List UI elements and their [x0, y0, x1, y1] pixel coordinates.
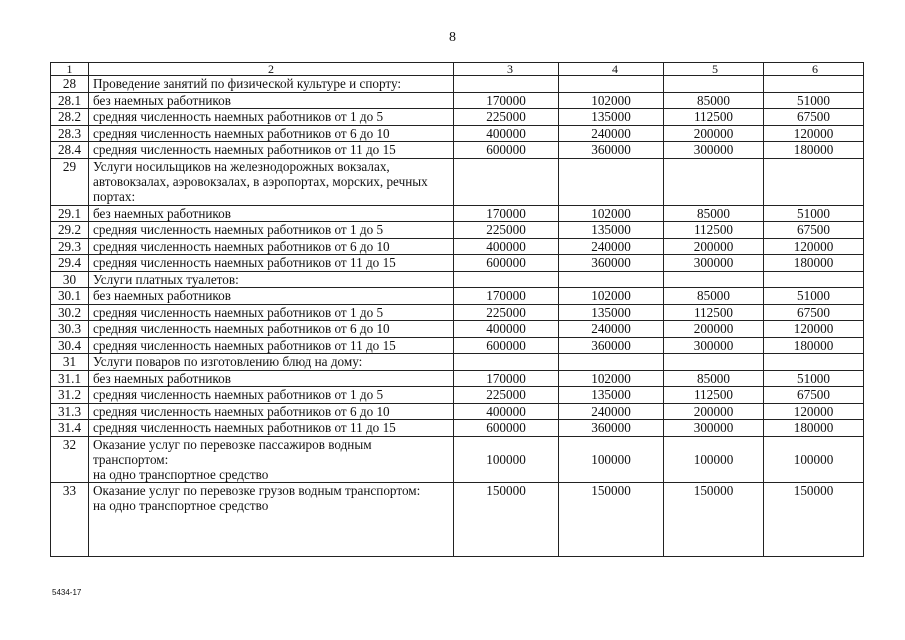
rate-cell-col3 — [454, 271, 559, 288]
rate-cell-col4: 360000 — [559, 337, 664, 354]
rate-cell-col5: 200000 — [664, 125, 764, 142]
row-description: Оказание услуг по перевозке пассажиров водным транспортом: на одно транспортное средство — [89, 436, 454, 482]
rate-cell-col3: 600000 — [454, 255, 559, 272]
table-row — [51, 205, 864, 222]
rate-cell-col5: 85000 — [664, 92, 764, 109]
rate-cell-col3: 600000 — [454, 142, 559, 159]
rate-cell-col6: 180000 — [764, 420, 864, 437]
row-description: Проведение занятий по физической культуре и спорту: — [89, 76, 454, 93]
rate-cell-col6: 67500 — [764, 387, 864, 404]
row-number: 30 — [51, 271, 89, 288]
rate-cell-col5: 112500 — [664, 387, 764, 404]
rate-cell-col3 — [454, 354, 559, 371]
rate-cell-col5 — [664, 76, 764, 93]
row-number: 29.4 — [51, 255, 89, 272]
rate-cell-col5: 300000 — [664, 337, 764, 354]
table-row — [51, 158, 864, 205]
rate-cell-col6: 180000 — [764, 142, 864, 159]
row-description: средняя численность наемных работников от 11 до 15 — [89, 337, 454, 354]
rate-cell-col6 — [764, 271, 864, 288]
rate-cell-col5: 112500 — [664, 222, 764, 239]
rate-cell-col5: 300000 — [664, 255, 764, 272]
row-description: без наемных работников — [89, 92, 454, 109]
row-number: 31.4 — [51, 420, 89, 437]
table-row — [51, 403, 864, 420]
row-description: средняя численность наемных работников от 6 до 10 — [89, 125, 454, 142]
row-number: 31 — [51, 354, 89, 371]
table-row — [51, 387, 864, 404]
rate-cell-col3: 225000 — [454, 109, 559, 126]
rate-cell-col5: 150000 — [664, 482, 764, 556]
rate-cell-col6: 51000 — [764, 288, 864, 305]
rate-cell-col6: 51000 — [764, 92, 864, 109]
rate-cell-col3: 170000 — [454, 205, 559, 222]
row-description: средняя численность наемных работников от 1 до 5 — [89, 387, 454, 404]
rate-cell-col6: 180000 — [764, 255, 864, 272]
rate-cell-col3: 400000 — [454, 125, 559, 142]
column-header-5: 5 — [664, 63, 764, 76]
rates-table — [50, 62, 864, 557]
row-description: без наемных работников — [89, 205, 454, 222]
rate-cell-col6: 120000 — [764, 125, 864, 142]
rate-cell-col6: 51000 — [764, 205, 864, 222]
rate-cell-col4: 360000 — [559, 420, 664, 437]
footer-code: 5434-17 — [52, 588, 82, 597]
rate-cell-col3: 150000 — [454, 482, 559, 556]
rate-cell-col6 — [764, 158, 864, 205]
rate-cell-col6: 120000 — [764, 321, 864, 338]
rate-cell-col3: 600000 — [454, 420, 559, 437]
row-number: 28 — [51, 76, 89, 93]
rate-cell-col4 — [559, 271, 664, 288]
rate-cell-col6: 120000 — [764, 238, 864, 255]
row-description: средняя численность наемных работников от 11 до 15 — [89, 255, 454, 272]
row-description: средняя численность наемных работников от 11 до 15 — [89, 142, 454, 159]
row-description: средняя численность наемных работников от 1 до 5 — [89, 109, 454, 126]
row-number: 30.4 — [51, 337, 89, 354]
row-number: 28.1 — [51, 92, 89, 109]
rate-cell-col5: 85000 — [664, 370, 764, 387]
table-header-row — [51, 63, 864, 76]
row-description: Оказание услуг по перевозке грузов водным транспортом: на одно транспортное средство — [89, 482, 454, 556]
row-number: 29 — [51, 158, 89, 205]
rate-cell-col5: 300000 — [664, 142, 764, 159]
row-number: 29.2 — [51, 222, 89, 239]
rate-cell-col4: 135000 — [559, 109, 664, 126]
rate-cell-col3: 225000 — [454, 304, 559, 321]
rate-cell-col6: 67500 — [764, 222, 864, 239]
table-row — [51, 370, 864, 387]
rate-cell-col5 — [664, 158, 764, 205]
rate-cell-col6: 51000 — [764, 370, 864, 387]
rate-cell-col3: 400000 — [454, 403, 559, 420]
rate-cell-col6: 150000 — [764, 482, 864, 556]
rate-cell-col5 — [664, 354, 764, 371]
table-row — [51, 92, 864, 109]
rate-cell-col4: 360000 — [559, 255, 664, 272]
rate-cell-col5: 85000 — [664, 205, 764, 222]
table-row — [51, 125, 864, 142]
rate-cell-col6 — [764, 354, 864, 371]
rate-cell-col4: 240000 — [559, 403, 664, 420]
rate-cell-col3: 600000 — [454, 337, 559, 354]
row-number: 28.2 — [51, 109, 89, 126]
row-description: Услуги носильщиков на железнодорожных вокзалах, автовокзалах, аэровокзалах, в аэропортах, морских, речных портах: — [89, 158, 454, 205]
rate-cell-col5: 100000 — [664, 436, 764, 482]
rate-cell-col6 — [764, 76, 864, 93]
page-number: 8 — [449, 30, 456, 45]
rate-cell-col3 — [454, 158, 559, 205]
row-description: средняя численность наемных работников от 11 до 15 — [89, 420, 454, 437]
rate-cell-col3: 400000 — [454, 238, 559, 255]
rate-cell-col4: 100000 — [559, 436, 664, 482]
column-header-2: 2 — [89, 63, 454, 76]
row-number: 28.3 — [51, 125, 89, 142]
rate-cell-col6: 67500 — [764, 109, 864, 126]
rate-cell-col4 — [559, 158, 664, 205]
rate-cell-col4 — [559, 76, 664, 93]
rate-cell-col3: 100000 — [454, 436, 559, 482]
row-number: 28.4 — [51, 142, 89, 159]
column-header-4: 4 — [559, 63, 664, 76]
rate-cell-col3 — [454, 76, 559, 93]
rate-cell-col4: 102000 — [559, 205, 664, 222]
table-row — [51, 222, 864, 239]
table-row — [51, 304, 864, 321]
rate-cell-col4: 150000 — [559, 482, 664, 556]
rate-cell-col3: 170000 — [454, 288, 559, 305]
row-number: 31.2 — [51, 387, 89, 404]
row-description: Услуги платных туалетов: — [89, 271, 454, 288]
row-description: без наемных работников — [89, 288, 454, 305]
rate-cell-col4: 360000 — [559, 142, 664, 159]
rate-cell-col5 — [664, 271, 764, 288]
row-number: 31.3 — [51, 403, 89, 420]
row-number: 30.1 — [51, 288, 89, 305]
rate-cell-col3: 225000 — [454, 222, 559, 239]
column-header-6: 6 — [764, 63, 864, 76]
rate-cell-col6: 100000 — [764, 436, 864, 482]
row-number: 31.1 — [51, 370, 89, 387]
rate-cell-col5: 300000 — [664, 420, 764, 437]
table-row — [51, 255, 864, 272]
rate-cell-col6: 120000 — [764, 403, 864, 420]
rate-cell-col4: 135000 — [559, 387, 664, 404]
rate-cell-col4: 240000 — [559, 321, 664, 338]
table-row — [51, 238, 864, 255]
rate-cell-col5: 200000 — [664, 403, 764, 420]
row-description: средняя численность наемных работников от 1 до 5 — [89, 304, 454, 321]
rate-cell-col5: 112500 — [664, 109, 764, 126]
row-description: средняя численность наемных работников от 1 до 5 — [89, 222, 454, 239]
rate-cell-col4: 135000 — [559, 222, 664, 239]
row-description: Услуги поваров по изготовлению блюд на дому: — [89, 354, 454, 371]
table-row — [51, 76, 864, 93]
row-description: средняя численность наемных работников от 6 до 10 — [89, 238, 454, 255]
table-row — [51, 288, 864, 305]
row-description: средняя численность наемных работников от 6 до 10 — [89, 403, 454, 420]
row-number: 30.3 — [51, 321, 89, 338]
rate-cell-col6: 67500 — [764, 304, 864, 321]
table-row — [51, 354, 864, 371]
rate-cell-col5: 200000 — [664, 321, 764, 338]
rate-cell-col5: 112500 — [664, 304, 764, 321]
row-number: 32 — [51, 436, 89, 482]
rate-cell-col4: 240000 — [559, 125, 664, 142]
rate-cell-col4: 102000 — [559, 370, 664, 387]
row-number: 29.3 — [51, 238, 89, 255]
table-row — [51, 271, 864, 288]
table-row — [51, 142, 864, 159]
table-row — [51, 420, 864, 437]
rate-cell-col5: 85000 — [664, 288, 764, 305]
rate-cell-col3: 225000 — [454, 387, 559, 404]
column-header-3: 3 — [454, 63, 559, 76]
table-row — [51, 321, 864, 338]
rate-cell-col5: 200000 — [664, 238, 764, 255]
row-number: 30.2 — [51, 304, 89, 321]
rate-cell-col3: 170000 — [454, 370, 559, 387]
rate-cell-col6: 180000 — [764, 337, 864, 354]
rate-cell-col3: 400000 — [454, 321, 559, 338]
row-description: средняя численность наемных работников от 6 до 10 — [89, 321, 454, 338]
rate-cell-col4: 135000 — [559, 304, 664, 321]
table-row — [51, 109, 864, 126]
rate-cell-col3: 170000 — [454, 92, 559, 109]
rate-cell-col4: 102000 — [559, 288, 664, 305]
table-row — [51, 337, 864, 354]
row-number: 33 — [51, 482, 89, 556]
rate-cell-col4 — [559, 354, 664, 371]
rate-cell-col4: 102000 — [559, 92, 664, 109]
table-row — [51, 482, 864, 556]
row-description: без наемных работников — [89, 370, 454, 387]
column-header-1: 1 — [51, 63, 89, 76]
row-number: 29.1 — [51, 205, 89, 222]
table-row — [51, 436, 864, 482]
rate-cell-col4: 240000 — [559, 238, 664, 255]
